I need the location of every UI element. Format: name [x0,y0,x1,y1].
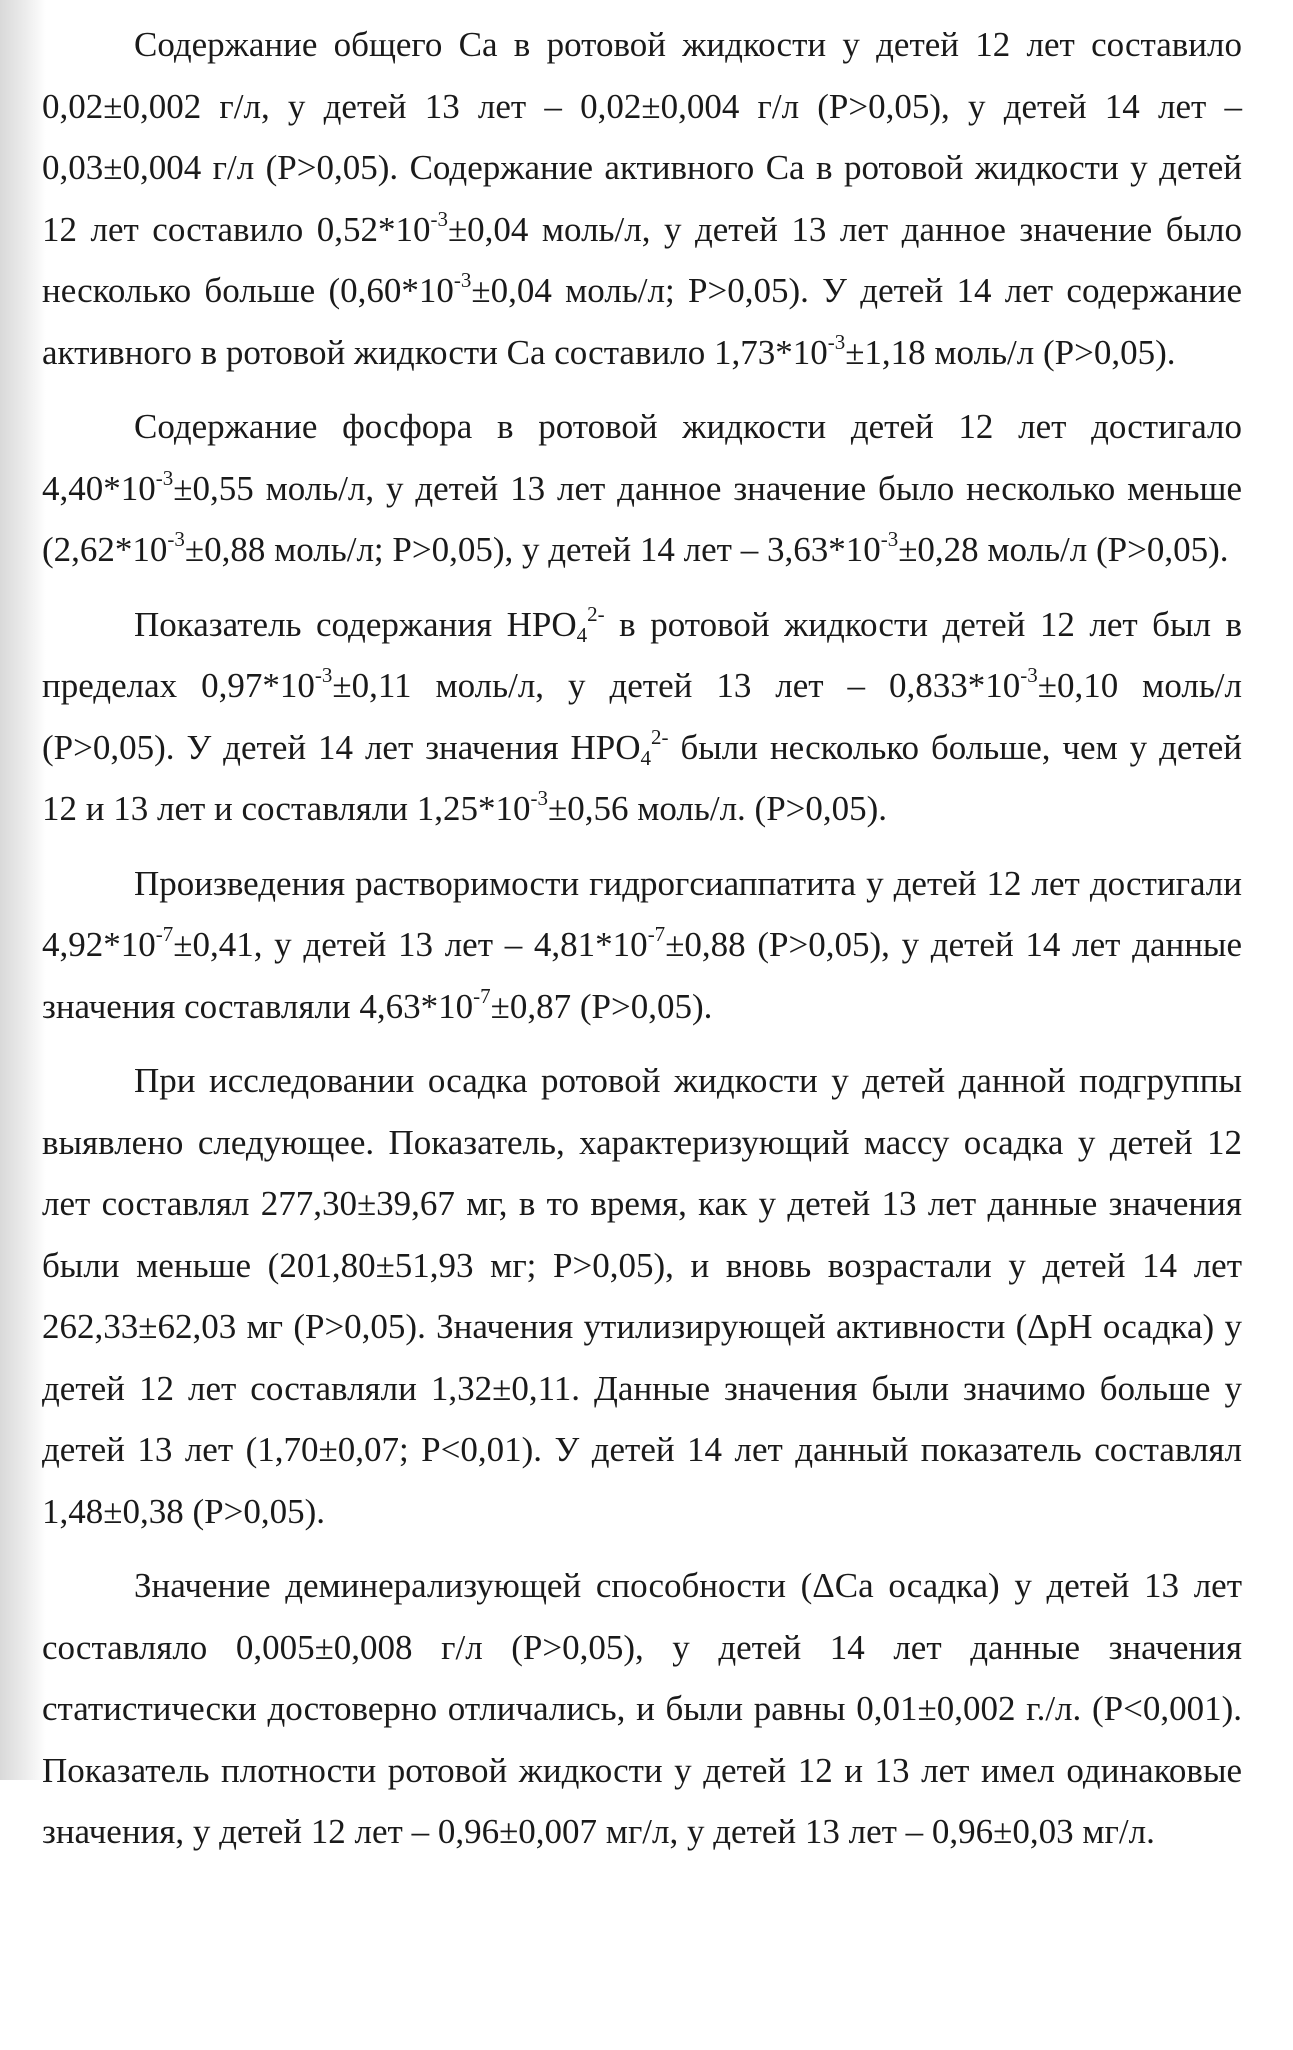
text-run: Содержание фосфора в ротовой жидкости детей 12 лет достигало 4,40*10 [42,407,1242,508]
text-run: ±0,10 моль/л (P>0,05). У детей 14 лет значения HPO [42,666,1242,767]
superscript: 2- [651,724,669,749]
subscript: 4 [576,622,588,647]
paragraph [42,1050,1242,1542]
text-run: Произведения растворимости гидрогсиаппатита у детей 12 лет достигали 4,92*10 [42,863,1242,964]
text-run: Значение деминерализующей способности (ΔCa осадка) у детей 13 лет составляло 0,005±0,008 г/л (P>0,05), у детей 14 лет данные значения статистически достоверно отличались, и были равны 0,01±0,002 г./л. (P<0,001). Показатель плотности ротовой жидкости у детей 12 и 13 лет имел одинаковые значения, у детей 12 лет – 0,96±0,007 мг/л, у детей 13 лет – 0,96±0,03 мг/л. [42,1566,1242,1851]
superscript: -3 [453,268,472,292]
superscript: -7 [473,983,491,1008]
superscript: -7 [647,922,666,946]
text-run: Содержание общего Ca в ротовой жидкости у детей 12 лет составило 0,02±0,002 г/л, у детей 13 лет – 0,02±0,004 г/л (P>0,05), у детей 14 лет – 0,03±0,004 г/л (P>0,05). Содержание активного Ca в ротовой жидкости у детей 12 лет составило 0,52*10 [42,25,1242,249]
document-body [42,14,1242,1876]
superscript: -3 [155,465,174,490]
text-run: ±0,88 моль/л; P>0,05), у детей 14 лет – 3,63*10 [184,530,881,569]
text-run: ±0,41, у детей 13 лет – 4,81*10 [173,925,648,964]
text-run: в ротовой жидкости детей 12 лет был в пределах 0,97*10 [42,604,1242,705]
text-run: ±0,55 моль/л, у детей 13 лет данное значение было несколько меньше (2,62*10 [42,468,1242,569]
text-run: При исследовании осадка ротовой жидкости у детей данной подгруппы выявлено следующее. Показатель, характеризующий массу осадка у детей 12 лет составлял 277,30±39,67 мг, в то время, как у детей 13 лет данные значения были меньше (201,80±51,93 мг; P>0,05), и вновь возрастали у детей 14 лет 262,33±62,03 мг (P>0,05). Значения утилизирующей активности (ΔpH осадка) у детей 12 лет составляли 1,32±0,11. Данные значения были значимо больше у детей 13 лет (1,70±0,07; P<0,01). У детей 14 лет данный показатель составлял 1,48±0,38 (P>0,05). [42,1061,1242,1531]
text-run: ±0,56 моль/л. (P>0,05). [548,789,888,828]
superscript: -3 [1020,663,1038,687]
text-run: ±0,11 моль/л, у детей 13 лет – 0,833*10 [332,666,1021,705]
text-run: ±0,04 моль/л; P>0,05). У детей 14 лет содержание активного в ротовой жидкости Ca составило 1,73*10 [42,271,1242,372]
superscript: -7 [155,922,174,946]
superscript: -3 [827,329,846,354]
text-run: Показатель содержания HPO [134,604,577,644]
paragraph [42,853,1242,1038]
paragraph [42,14,1242,383]
superscript: -3 [167,527,185,551]
text-run: ±0,88 (P>0,05), у детей 14 лет данные значения составляли 4,63*10 [42,925,1242,1026]
paragraph [42,594,1242,840]
text-run: ±1,18 моль/л (P>0,05). [845,332,1176,372]
superscript: -3 [880,527,899,551]
paragraph [42,396,1242,581]
paragraph [42,1555,1242,1863]
text-run: ±0,04 моль/л, у детей 13 лет данное значение было несколько больше (0,60*10 [42,209,1242,310]
scan-edge-shadow [0,0,46,1780]
superscript: -3 [530,786,549,810]
text-run: были несколько больше, чем у детей 12 и 13 лет и составляли 1,25*10 [42,727,1242,828]
superscript: -3 [314,663,333,687]
subscript: 4 [640,745,652,770]
superscript: 2- [587,601,605,626]
text-run: ±0,28 моль/л (P>0,05). [898,530,1229,569]
superscript: -3 [430,206,448,231]
text-run: ±0,87 (P>0,05). [490,986,713,1026]
